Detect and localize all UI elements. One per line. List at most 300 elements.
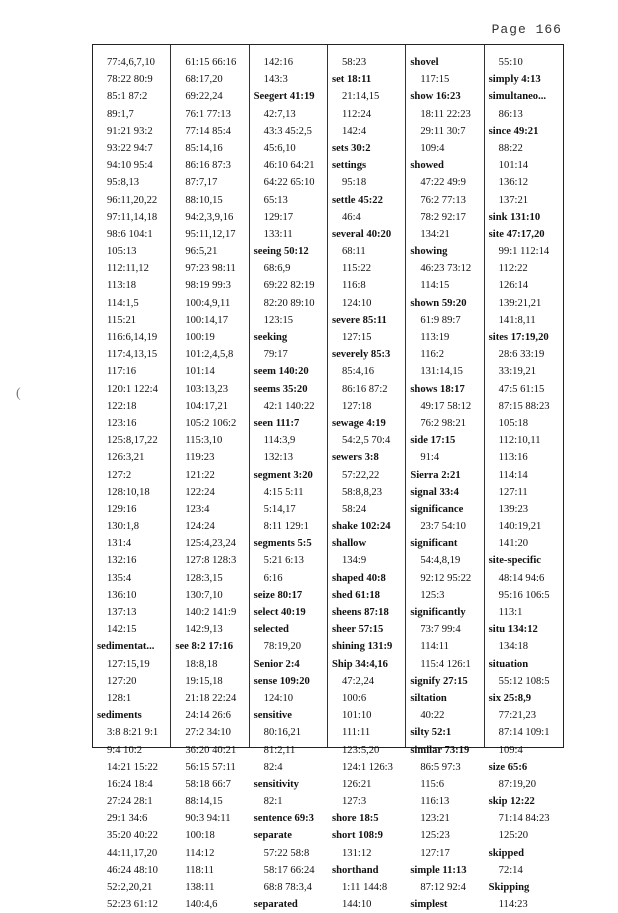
index-term: set 18:11 xyxy=(331,74,372,86)
index-page-ref: 86:16 87:2 xyxy=(341,383,388,395)
index-page-ref: 116:2 xyxy=(420,349,445,361)
index-term: similar 73:19 xyxy=(410,744,470,756)
index-page-ref: 96:11,20,22 xyxy=(107,194,158,206)
index-page-ref: 141:8,11 xyxy=(498,314,536,326)
index-page-ref: 94:2,3,9,16 xyxy=(185,211,234,223)
index-page-ref: 112:10,11 xyxy=(498,435,541,447)
index-page-ref: 6:16 xyxy=(263,572,283,584)
index-page-ref: 18:11 22:23 xyxy=(420,108,471,120)
index-page-ref: 58:24 xyxy=(341,503,367,515)
index-page-ref: 21:14,15 xyxy=(341,91,380,103)
index-term: seize 80:17 xyxy=(253,589,303,601)
index-page-ref: 78:19,20 xyxy=(263,641,302,653)
index-page-ref: 78:2 92:17 xyxy=(420,211,466,223)
index-page-ref: 3:8 8:21 9:1 xyxy=(107,727,159,739)
index-term: site 47:17,20 xyxy=(488,228,545,240)
index-page-ref: 47:5 61:15 xyxy=(498,383,545,395)
index-term: shaped 40:8 xyxy=(331,572,386,584)
index-page-ref: 61:15 66:16 xyxy=(185,57,237,68)
index-page-ref: 94:10 95:4 xyxy=(107,160,153,172)
index-term: sink 131:10 xyxy=(488,211,541,223)
page-number-header: Page 166 xyxy=(491,22,562,37)
index-page-ref: 58:8,8,23 xyxy=(341,486,383,498)
index-page-ref: 77:14 85:4 xyxy=(185,125,231,137)
index-page-ref: 127:8 128:3 xyxy=(185,555,237,567)
index-page-ref: 105:18 xyxy=(498,417,529,429)
index-page-ref: 112:11,12 xyxy=(107,263,149,275)
index-term: seems 35:20 xyxy=(253,383,308,395)
index-page-ref: 69:22 82:19 xyxy=(263,280,315,292)
index-page-ref: 115:4 126:1 xyxy=(420,658,471,670)
index-page-ref: 97:23 98:11 xyxy=(185,263,236,275)
index-term: sense 109:20 xyxy=(253,675,310,687)
index-term: severely 85:3 xyxy=(331,349,391,361)
index-term: show 16:23 xyxy=(410,91,461,103)
index-term: sedimentat... xyxy=(97,641,155,653)
index-page-ref: 46:10 64:21 xyxy=(263,160,315,172)
index-page-ref: 79:17 xyxy=(263,349,288,361)
index-page-ref: 137:21 xyxy=(498,194,529,206)
index-page-ref: 116:13 xyxy=(420,796,450,808)
index-term: shake 102:24 xyxy=(331,521,391,533)
index-page-ref: 127:18 xyxy=(341,400,372,412)
index-term: several 40:20 xyxy=(331,228,392,240)
index-term: situation xyxy=(488,658,529,670)
index-page-ref: 111:11 xyxy=(341,727,371,739)
index-page-ref: 135:4 xyxy=(107,572,132,584)
index-page-ref: 98:6 104:1 xyxy=(107,228,153,240)
index-page-ref: 88:14,15 xyxy=(185,796,223,808)
index-term: separated xyxy=(253,899,298,911)
index-page-ref: 43:3 45:2,5 xyxy=(263,125,312,137)
index-page-ref: 142:4 xyxy=(341,125,367,137)
index-term: siltation xyxy=(410,692,447,704)
index-page-ref: 117:16 xyxy=(107,366,137,378)
index-term: shore 18:5 xyxy=(331,813,379,825)
index-page-ref: 132:16 xyxy=(107,555,137,567)
index-page-ref: 139:21,21 xyxy=(498,297,542,309)
index-page-ref: 85:1 87:2 xyxy=(107,91,148,103)
index-page-ref: 140:4,6 xyxy=(185,899,218,911)
index-page-ref: 128:1 xyxy=(107,692,132,704)
index-page-ref: 109:4 xyxy=(420,142,445,154)
index-term: shed 61:18 xyxy=(331,589,380,601)
index-page-ref: 116:6,14,19 xyxy=(107,332,158,343)
index-page-ref: 81:2,11 xyxy=(263,744,296,756)
index-page-ref: 95:18 xyxy=(341,177,367,189)
index-page-ref: 4:15 5:11 xyxy=(263,486,304,498)
index-term: Sierra 2:21 xyxy=(410,469,461,481)
index-page-ref: 128:10,18 xyxy=(107,486,150,498)
index-page-ref: 73:7 99:4 xyxy=(420,624,461,636)
index-page-ref: 27:2 34:10 xyxy=(185,727,231,739)
index-page-ref: 134:18 xyxy=(498,641,529,653)
index-term: six 25:8,9 xyxy=(488,692,532,704)
index-page-ref: 103:13,23 xyxy=(185,383,228,395)
index-page-ref: 29:1 34:6 xyxy=(107,813,148,825)
index-page-ref: 120:1 122:4 xyxy=(107,383,158,395)
index-term: simple 11:13 xyxy=(410,864,467,876)
index-term: shows 18:17 xyxy=(410,383,465,395)
index-page-ref: 100:6 xyxy=(341,692,367,704)
index-page-ref: 29:11 30:7 xyxy=(420,125,466,137)
index-page-ref: 72:14 xyxy=(498,864,523,876)
index-page-ref: 82:4 xyxy=(263,761,283,773)
index-page-ref: 137:13 xyxy=(107,607,137,618)
index-page-ref: 57:22,22 xyxy=(341,469,380,481)
index-page-ref: 143:3 xyxy=(263,74,288,86)
index-term: shorthand xyxy=(331,864,379,876)
index-term: sewers 3:8 xyxy=(331,452,379,464)
index-term: short 108:9 xyxy=(331,830,383,842)
index-page-ref: 117:15 xyxy=(420,74,450,86)
index-page-ref: 45:6,10 xyxy=(263,142,296,154)
index-page-ref: 126:14 xyxy=(498,280,529,292)
index-page-ref: 1:11 144:8 xyxy=(341,882,388,893)
index-page-ref: 93:22 94:7 xyxy=(107,142,153,154)
index-page-ref: 104:17,21 xyxy=(185,400,228,412)
index-page-ref: 57:22 58:8 xyxy=(263,847,310,859)
index-page-ref: 124:24 xyxy=(185,521,215,533)
index-page-ref: 76:2 98:21 xyxy=(420,417,466,429)
index-page-ref: 77:21,23 xyxy=(498,710,537,722)
index-term: signify 27:15 xyxy=(410,675,468,687)
index-term: signal 33:4 xyxy=(410,486,459,498)
index-page-ref: 46:4 xyxy=(341,211,361,223)
index-term: showed xyxy=(410,160,444,172)
index-page-ref: 77:4,6,7,10 xyxy=(107,57,155,68)
index-page-ref: 114:23 xyxy=(498,899,528,911)
index-page-ref: 27:24 28:1 xyxy=(107,796,153,808)
index-term: sets 30:2 xyxy=(331,142,371,154)
index-page-ref: 133:11 xyxy=(263,228,293,240)
index-page-ref: 121:22 xyxy=(185,469,215,481)
index-page-ref: 76:1 77:13 xyxy=(185,108,231,120)
word-index-table xyxy=(92,44,564,911)
index-page-ref: 91:21 93:2 xyxy=(107,125,153,137)
index-page-ref: 113:16 xyxy=(498,452,528,464)
index-term: site-specific xyxy=(488,555,541,567)
index-page-ref: 101:2,4,5,8 xyxy=(185,349,234,361)
index-page-ref: 140:19,21 xyxy=(498,521,542,533)
index-page-ref: 115:3,10 xyxy=(185,435,223,447)
index-term: sheens 87:18 xyxy=(331,607,389,618)
index-page-ref: 19:15,18 xyxy=(185,675,223,687)
index-page-ref: 24:14 26:6 xyxy=(185,710,231,722)
index-page-ref: 125:3 xyxy=(420,589,445,601)
index-term: selected xyxy=(253,624,289,636)
index-page-ref: 144:10 xyxy=(341,899,372,911)
index-page-ref: 129:16 xyxy=(107,503,137,515)
index-page-ref: 48:14 94:6 xyxy=(498,572,545,584)
index-page-ref: 87:15 88:23 xyxy=(498,400,550,412)
index-page-ref: 119:23 xyxy=(185,452,215,464)
index-term: shallow xyxy=(331,538,367,550)
index-page-ref: 139:23 xyxy=(498,503,529,515)
index-term: see 8:2 17:16 xyxy=(175,641,233,653)
index-page-ref: 113:1 xyxy=(498,607,523,618)
index-page-ref: 33:19,21 xyxy=(498,366,537,378)
index-page-ref: 114:1,5 xyxy=(107,297,139,309)
index-page-ref: 54:2,5 70:4 xyxy=(341,435,391,447)
index-page-ref: 49:17 58:12 xyxy=(420,400,472,412)
index-term: sites 17:19,20 xyxy=(488,332,549,343)
index-page-ref: 122:18 xyxy=(107,400,137,412)
index-column-5 xyxy=(406,45,484,911)
index-term: side 17:15 xyxy=(410,435,456,447)
index-page-ref: 86:5 97:3 xyxy=(420,761,461,773)
index-page-ref: 142:9,13 xyxy=(185,624,223,636)
index-term: separate xyxy=(253,830,292,842)
index-page-ref: 115:22 xyxy=(341,263,372,275)
index-term: select 40:19 xyxy=(253,607,306,618)
index-term: since 49:21 xyxy=(488,125,539,137)
index-page-ref: 42:7,13 xyxy=(263,108,296,120)
index-term: shining 131:9 xyxy=(331,641,393,653)
index-page-ref: 123:4 xyxy=(185,503,210,515)
index-page-ref: 95:8,13 xyxy=(107,177,140,189)
index-page-ref: 138:11 xyxy=(185,882,215,893)
index-page-ref: 115:21 xyxy=(107,314,137,326)
index-page-ref: 100:14,17 xyxy=(185,314,228,326)
index-page-ref: 127:17 xyxy=(420,847,450,859)
index-page-ref: 69:22,24 xyxy=(185,91,223,103)
index-page-ref: 68:17,20 xyxy=(185,74,223,86)
index-term: sensitivity xyxy=(253,778,299,790)
index-page-ref: 116:8 xyxy=(341,280,366,292)
index-page-ref: 105:13 xyxy=(107,246,137,258)
index-page-ref: 124:10 xyxy=(263,692,294,704)
index-page-ref: 65:13 xyxy=(263,194,288,206)
index-term: segment 3:20 xyxy=(253,469,313,481)
index-term: silty 52:1 xyxy=(410,727,452,739)
index-column-4 xyxy=(328,45,406,911)
index-page-ref: 140:2 141:9 xyxy=(185,607,237,618)
index-page-ref: 68:6,9 xyxy=(263,263,291,275)
index-page-ref: 47:2,24 xyxy=(341,675,375,687)
index-page-ref: 123:16 xyxy=(107,417,137,429)
index-term: segments 5:5 xyxy=(253,538,312,550)
index-term: skip 12:22 xyxy=(488,796,535,808)
index-page-ref: 130:7,10 xyxy=(185,589,223,601)
index-page-ref: 122:24 xyxy=(185,486,215,498)
index-term: significance xyxy=(410,503,464,515)
index-page-ref: 28:6 33:19 xyxy=(498,349,545,361)
index-page-ref: 85:14,16 xyxy=(185,142,223,154)
index-page-ref: 117:4,13,15 xyxy=(107,349,158,361)
index-page-ref: 132:13 xyxy=(263,452,294,464)
index-column-1 xyxy=(93,45,171,911)
index-term: settings xyxy=(331,160,367,172)
index-column-6 xyxy=(485,45,563,911)
index-page-ref: 91:4 xyxy=(420,452,440,464)
index-page-ref: 142:16 xyxy=(263,57,294,68)
index-term: seen 111:7 xyxy=(253,417,300,429)
index-page-ref: 114:11 xyxy=(420,641,449,653)
index-page-ref: 136:12 xyxy=(498,177,529,189)
index-page-ref: 95:16 106:5 xyxy=(498,589,550,601)
index-page-ref: 114:12 xyxy=(185,847,215,859)
index-term: seem 140:20 xyxy=(253,366,309,378)
scan-artifact-mark: ( xyxy=(16,386,21,401)
index-page-ref: 127:3 xyxy=(341,796,367,808)
index-page-ref: 99:1 112:14 xyxy=(498,246,550,258)
index-page-ref: 101:14 xyxy=(498,160,529,172)
index-page-ref: 58:18 66:7 xyxy=(185,778,231,790)
index-page-ref: 82:1 xyxy=(263,796,283,808)
index-page-ref: 85:4,16 xyxy=(341,366,375,378)
index-page-ref: 125:4,23,24 xyxy=(185,538,236,550)
index-page-ref: 112:24 xyxy=(341,108,372,120)
index-page-ref: 18:8,18 xyxy=(185,658,218,670)
index-page-ref: 86:16 87:3 xyxy=(185,160,231,172)
index-page-ref: 123:5,20 xyxy=(341,744,380,756)
index-page-ref: 55:10 xyxy=(498,57,523,68)
index-term: sewage 4:19 xyxy=(331,417,386,429)
index-page-ref: 128:3,15 xyxy=(185,572,223,584)
index-page-ref: 52:2,20,21 xyxy=(107,882,153,893)
index-page-ref: 100:4,9,11 xyxy=(185,297,231,309)
index-page-ref: 129:17 xyxy=(263,211,294,223)
index-page-ref: 123:15 xyxy=(263,314,294,326)
index-page-ref: 46:24 48:10 xyxy=(107,864,158,876)
index-page-ref: 87:14 109:1 xyxy=(498,727,550,739)
index-page-ref: 130:1,8 xyxy=(107,521,140,533)
index-page-ref: 36:20 40:21 xyxy=(185,744,237,756)
index-term: significantly xyxy=(410,607,466,618)
index-page-ref: 118:11 xyxy=(185,864,214,876)
index-page-ref: 87:12 92:4 xyxy=(420,882,466,893)
index-page-ref: 40:22 xyxy=(420,710,445,722)
index-page-ref: 98:19 99:3 xyxy=(185,280,231,292)
index-page-ref: 90:3 94:11 xyxy=(185,813,231,825)
index-page-ref: 126:21 xyxy=(341,778,372,790)
index-column-2 xyxy=(171,45,249,911)
index-page-ref: 109:4 xyxy=(498,744,523,756)
index-term: severe 85:11 xyxy=(331,314,387,326)
index-page-ref: 87:19,20 xyxy=(498,778,537,790)
index-page-ref: 101:14 xyxy=(185,366,215,378)
index-term: simply 4:13 xyxy=(488,74,541,86)
index-page-ref: 46:23 73:12 xyxy=(420,263,472,275)
index-page-ref: 14:21 15:22 xyxy=(107,761,158,773)
index-page-ref: 87:7,17 xyxy=(185,177,218,189)
index-page-ref: 78:22 80:9 xyxy=(107,74,153,86)
index-term: Ship 34:4,16 xyxy=(331,658,388,670)
index-page-ref: 95:11,12,17 xyxy=(185,228,236,240)
index-page-ref: 105:2 106:2 xyxy=(185,417,237,429)
index-page-ref: 123:21 xyxy=(420,813,450,825)
index-page-ref: 5:21 6:13 xyxy=(263,555,304,567)
index-page-ref: 55:12 108:5 xyxy=(498,675,550,687)
index-page-ref: 125:20 xyxy=(498,830,529,842)
index-term: Skipping xyxy=(488,882,530,893)
index-page-ref: 127:15,19 xyxy=(107,658,150,670)
index-page-ref: 127:20 xyxy=(107,675,137,687)
index-page-ref: 80:16,21 xyxy=(263,727,302,739)
index-page-ref: 126:3,21 xyxy=(107,452,145,464)
index-page-ref: 141:20 xyxy=(498,538,529,550)
index-page-ref: 88:22 xyxy=(498,142,523,154)
index-page-ref: 68:11 xyxy=(341,246,366,258)
index-page-ref: 76:2 77:13 xyxy=(420,194,466,206)
index-page-ref: 101:10 xyxy=(341,710,372,722)
index-page-ref: 113:19 xyxy=(420,332,450,343)
index-page-ref: 42:1 140:22 xyxy=(263,400,315,412)
index-page-ref: 113:18 xyxy=(107,280,137,292)
index-page-ref: 134:9 xyxy=(341,555,367,567)
index-page-ref: 131:14,15 xyxy=(420,366,463,378)
index-page-ref: 71:14 84:23 xyxy=(498,813,550,825)
index-term: situ 134:12 xyxy=(488,624,538,636)
index-page-ref: 21:18 22:24 xyxy=(185,692,237,704)
index-term: seeking xyxy=(253,332,288,343)
index-page-ref: 131:4 xyxy=(107,538,132,550)
index-page-ref: 124:1 126:3 xyxy=(341,761,393,773)
index-term: sentence 69:3 xyxy=(253,813,314,825)
index-page-ref: 82:20 89:10 xyxy=(263,297,315,309)
index-page-ref: 88:10,15 xyxy=(185,194,223,206)
index-page-ref: 58:23 xyxy=(341,57,367,68)
index-term: sensitive xyxy=(253,710,292,722)
index-term: sediments xyxy=(97,710,142,722)
index-page-ref: 58:17 66:24 xyxy=(263,864,315,876)
index-page-ref: 134:21 xyxy=(420,228,450,240)
index-column-3 xyxy=(250,45,328,911)
index-page-ref: 64:22 65:10 xyxy=(263,177,315,189)
index-page-ref: 125:8,17,22 xyxy=(107,435,158,447)
index-page-ref: 127:2 xyxy=(107,469,132,481)
index-term: simplest xyxy=(410,899,448,911)
index-page-ref: 86:13 xyxy=(498,108,523,120)
index-page-ref: 114:3,9 xyxy=(263,435,296,447)
index-page-ref: 100:19 xyxy=(185,332,215,343)
index-page-ref: 136:10 xyxy=(107,589,137,601)
index-page-ref: 35:20 40:22 xyxy=(107,830,158,842)
index-page-ref: 114:14 xyxy=(498,469,528,481)
index-page-ref: 92:12 95:22 xyxy=(420,572,472,584)
index-page-ref: 54:4,8,19 xyxy=(420,555,461,567)
index-page-ref: 112:22 xyxy=(498,263,528,275)
index-page-ref: 127:11 xyxy=(498,486,528,498)
index-page-ref: 23:7 54:10 xyxy=(420,521,466,533)
index-page-ref: 127:15 xyxy=(341,332,372,343)
index-page-ref: 47:22 49:9 xyxy=(420,177,466,189)
index-term: settle 45:22 xyxy=(331,194,383,206)
index-page-ref: 142:15 xyxy=(107,624,137,636)
index-term: Seegert 41:19 xyxy=(253,91,315,103)
index-page-ref: 9:4 10:2 xyxy=(107,744,143,756)
index-page-ref: 68:8 78:3,4 xyxy=(263,882,312,893)
index-page-ref: 114:15 xyxy=(420,280,450,292)
index-page-ref: 5:14,17 xyxy=(263,503,296,515)
index-page-ref: 56:15 57:11 xyxy=(185,761,236,773)
index-term: significant xyxy=(410,538,458,550)
index-page-ref: 100:18 xyxy=(185,830,215,842)
index-term: shovel xyxy=(410,57,439,68)
index-page-ref: 61:9 89:7 xyxy=(420,314,461,326)
index-term: shown 59:20 xyxy=(410,297,467,309)
index-term: sheer 57:15 xyxy=(331,624,384,636)
index-term: seeing 50:12 xyxy=(253,246,309,258)
index-page-ref: 16:24 18:4 xyxy=(107,778,153,790)
index-page-ref: 52:23 61:12 xyxy=(107,899,158,911)
index-page-ref: 96:5,21 xyxy=(185,246,218,258)
index-page-ref: 97:11,14,18 xyxy=(107,211,158,223)
index-page-ref: 124:10 xyxy=(341,297,372,309)
index-page-ref: 131:12 xyxy=(341,847,372,859)
index-term: showing xyxy=(410,246,448,258)
